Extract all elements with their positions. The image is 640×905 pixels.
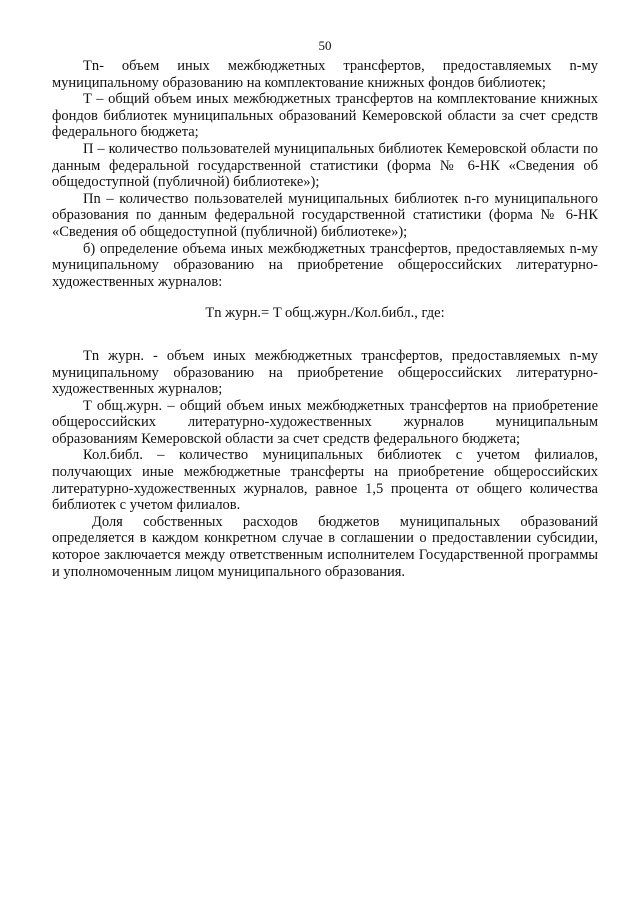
definition-p: П – количество пользователей муниципальных библиотек Кемеровской области по данным федеральной государственной статистики (форма № 6-НК «Сведения об общедоступной (публичной) библиотеке»);: [52, 140, 598, 191]
definition-tn: Tn- объем иных межбюджетных трансфертов, предоставляемых n-му муниципальному образованию на комплектование книжных фондов библиотек;: [52, 58, 598, 91]
page-number: 50: [318, 38, 332, 53]
definition-tn-zhurn: Tn журн. - объем иных межбюджетных трансфертов, предоставляемых n-му муниципальному образованию на приобретение общероссийских литературно-художественных журналов;: [52, 347, 598, 398]
definition-t: T – общий объем иных межбюджетных трансфертов на комплектование книжных фондов библиотек муниципальных образований Кемеровской области за счет средств федерального бюджета;: [52, 91, 598, 141]
section-b-heading: б) определение объема иных межбюджетных трансфертов, предоставляемых n-му муниципальному образованию на приобретение общероссийских литературно-художественных журналов:: [52, 240, 598, 290]
formula: Tn журн.= T общ.журн./Кол.библ., где:: [205, 305, 445, 322]
paragraph-own-expenses-share: Доля собственных расходов бюджетов муниципальных образований определяется в каждом конкретном случае в соглашении о предоставлении субсидии, которое заключается между ответственным исполнителем Государственной программы и уполномоченным лицом муниципального образования.: [52, 513, 598, 580]
definition-pn: Пn – количество пользователей муниципальных библиотек n-го муниципального образования по данным федеральной государственной статистики (форма № 6-НК «Сведения об общедоступной (публичной) библиотеке»);: [52, 190, 598, 240]
definition-t-obshch-zhurn: T общ.журн. – общий объем иных межбюджетных трансфертов на приобретение общероссийских литературно-художественных журналов муниципальным образованиям Кемеровской области за счет средств федерального бюджета;: [52, 397, 598, 447]
definition-kol-bibl: Кол.библ. – количество муниципальных библиотек с учетом филиалов, получающих иные межбюджетные трансферты на приобретение общероссийских литературно-художественных журналов, равное 1,5 процента от общего количества библиотек с учетом филиалов.: [52, 447, 598, 514]
document-page: [52, 38, 598, 580]
